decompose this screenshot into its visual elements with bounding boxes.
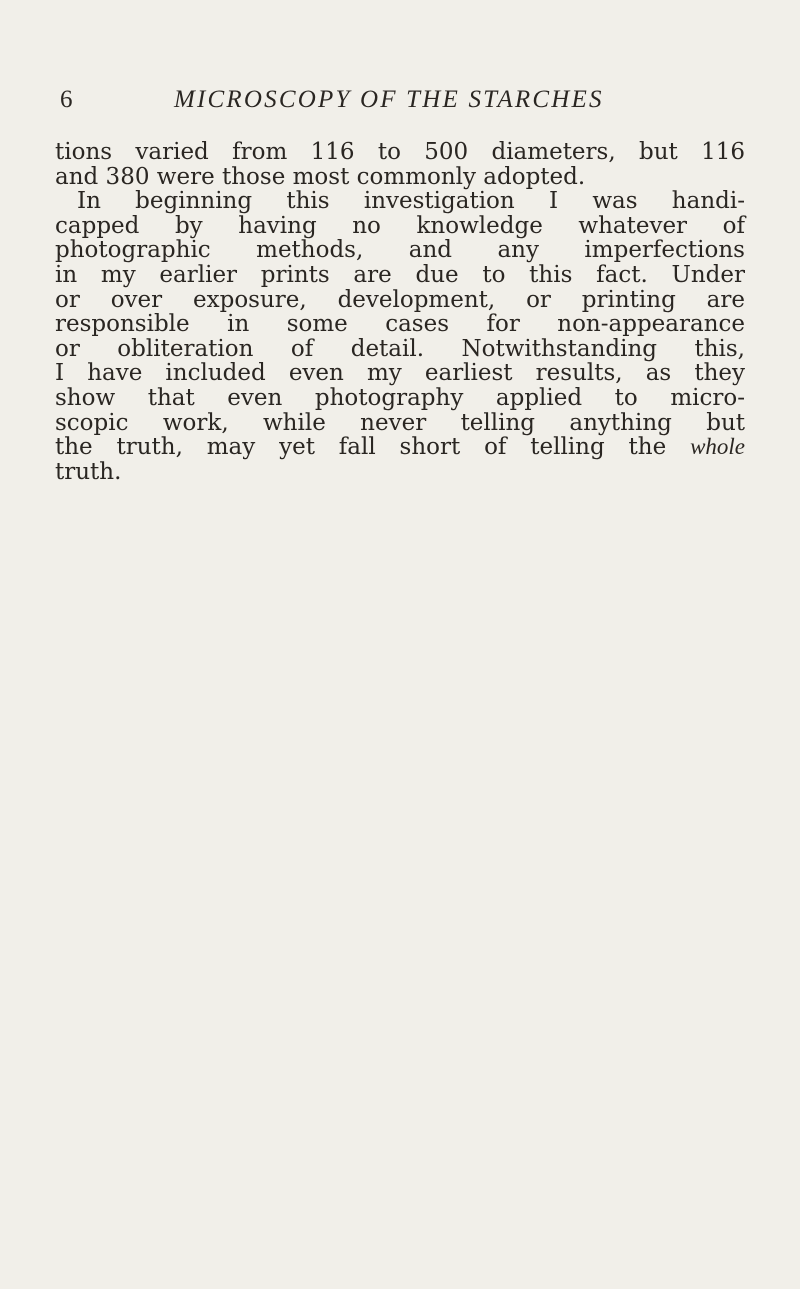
text-line: I have included even my earliest results, as they (55, 360, 745, 387)
text-line: and 380 were those most commonly adopted. (55, 163, 586, 190)
running-title: MICROSCOPY OF THE STARCHES (174, 86, 604, 113)
text-line: show that even photography applied to micro- (55, 384, 745, 411)
text-line-start: the truth, may yet fall short of telling the (55, 434, 667, 461)
page-number: 6 (60, 86, 73, 113)
running-head (60, 86, 680, 122)
text-line-final: truth. (55, 458, 122, 485)
body-text (55, 140, 745, 484)
text-line: tions varied from 116 to 500 diameters, but 116 (55, 139, 745, 165)
text-line: or obliteration of detail. Notwithstanding this, (55, 335, 745, 362)
text-line: in my earlier prints are due to this fact. Under (55, 261, 745, 288)
text-line-with-emphasis (55, 435, 745, 460)
text-line: or over exposure, development, or printing are (55, 286, 745, 313)
text-line: scopic work, while never telling anything but (55, 409, 745, 436)
text-line: In beginning this investigation I was handi- (77, 188, 745, 215)
text-line: photographic methods, and any imperfections (55, 237, 745, 264)
emphasized-word: whole (690, 434, 746, 460)
text-line: responsible in some cases for non-appearance (55, 311, 745, 338)
text-line: capped by having no knowledge whatever of (55, 212, 745, 239)
